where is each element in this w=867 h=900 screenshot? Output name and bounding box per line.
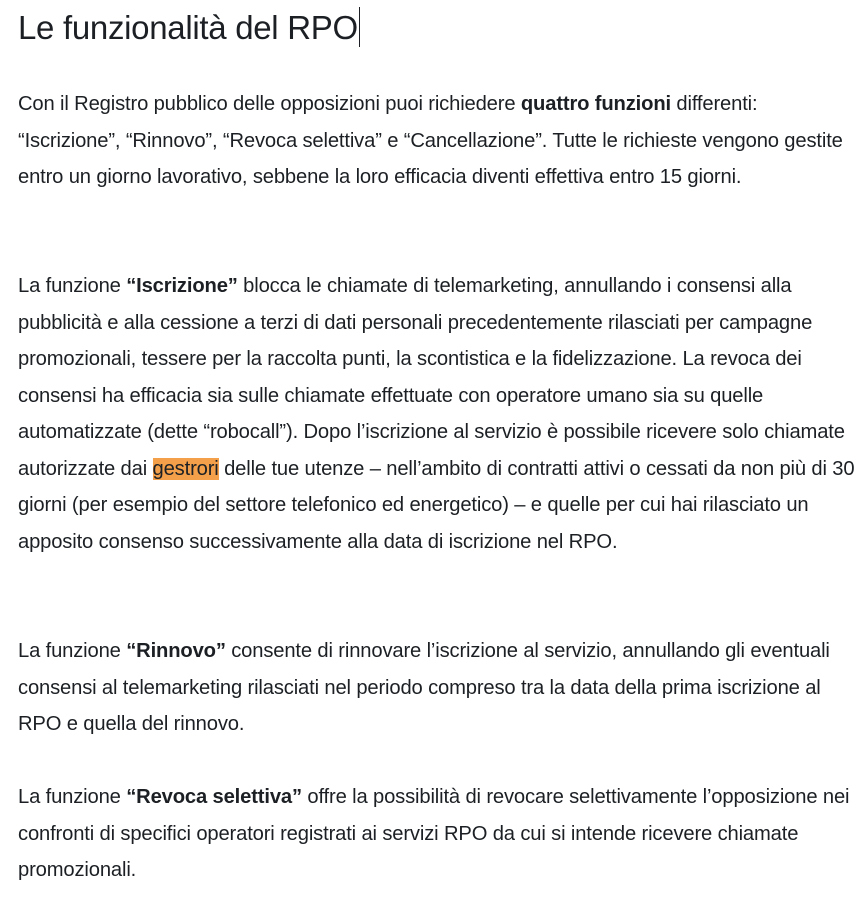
paragraph-iscrizione-text-a: La funzione: [18, 275, 127, 297]
paragraph-revoca-text-c: offre la possibilità di revocare selettivamente l’opposizione nei confronti di specifici operatori registrati ai servizi RPO da cui si intende ricevere chiamate promozionali.: [18, 786, 850, 881]
paragraph-rinnovo-bold: “Rinnovo”: [126, 640, 226, 662]
text-cursor: [359, 7, 360, 47]
paragraph-intro-text-a: Con il Registro pubblico delle opposizioni puoi richiedere: [18, 93, 521, 115]
paragraph-iscrizione: [18, 268, 863, 560]
paragraph-intro-bold: quattro funzioni: [520, 93, 671, 115]
page-title: [18, 0, 360, 50]
paragraph-rinnovo-text-a: La funzione: [18, 640, 127, 662]
paragraph-iscrizione-text-d: delle tue utenze – nell’ambito di contratti attivi o cessati da non più di 30 giorni (per esempio del settore telefonico ed energetico) – e quelle per cui hai rilasciato un apposito consenso successivamente alla data di iscrizione nel RPO.: [18, 457, 855, 553]
paragraph-intro-text-c: differenti: “Iscrizione”, “Rinnovo”, “Revoca selettiva” e “Cancellazione”. Tutte le richieste vengono gestite entro un giorno lavorativo, sebbene la loro efficacia diventi effettiva entro 15 giorni.: [18, 93, 843, 188]
paragraph-revoca-bold: “Revoca selettiva”: [126, 786, 302, 808]
paragraph-intro: [18, 86, 863, 196]
paragraph-rinnovo-text-c: consente di rinnovare l’iscrizione al servizio, annullando gli eventuali consensi al telemarketing rilasciati nel periodo compreso tra la data della prima iscrizione al RPO e quella del rinnovo.: [18, 640, 830, 735]
paragraph-revoca-text-a: La funzione: [18, 786, 127, 808]
paragraph-iscrizione-text-c: blocca le chiamate di telemarketing, annullando i consensi alla pubblicità e alla cessione a terzi di dati personali precedentemente rilasciati per campagne promozionali, tessere per la raccolta punti, la scontistica e la fidelizzazione. La revoca dei consensi ha efficacia sia sulle chiamate effettuate con operatore umano sia su quelle automatizzate (dette “robocall”). Dopo l’iscrizione al servizio è possibile ricevere solo chiamate autorizzate dai: [18, 275, 845, 480]
article: [18, 0, 863, 881]
paragraph-revoca-selettiva: [18, 779, 863, 889]
page-title-text: Le funzionalità del RPO: [18, 9, 358, 46]
highlighted-word[interactable]: gestrori: [152, 457, 219, 480]
paragraph-iscrizione-bold: “Iscrizione”: [126, 275, 238, 297]
paragraph-rinnovo: [18, 633, 863, 743]
